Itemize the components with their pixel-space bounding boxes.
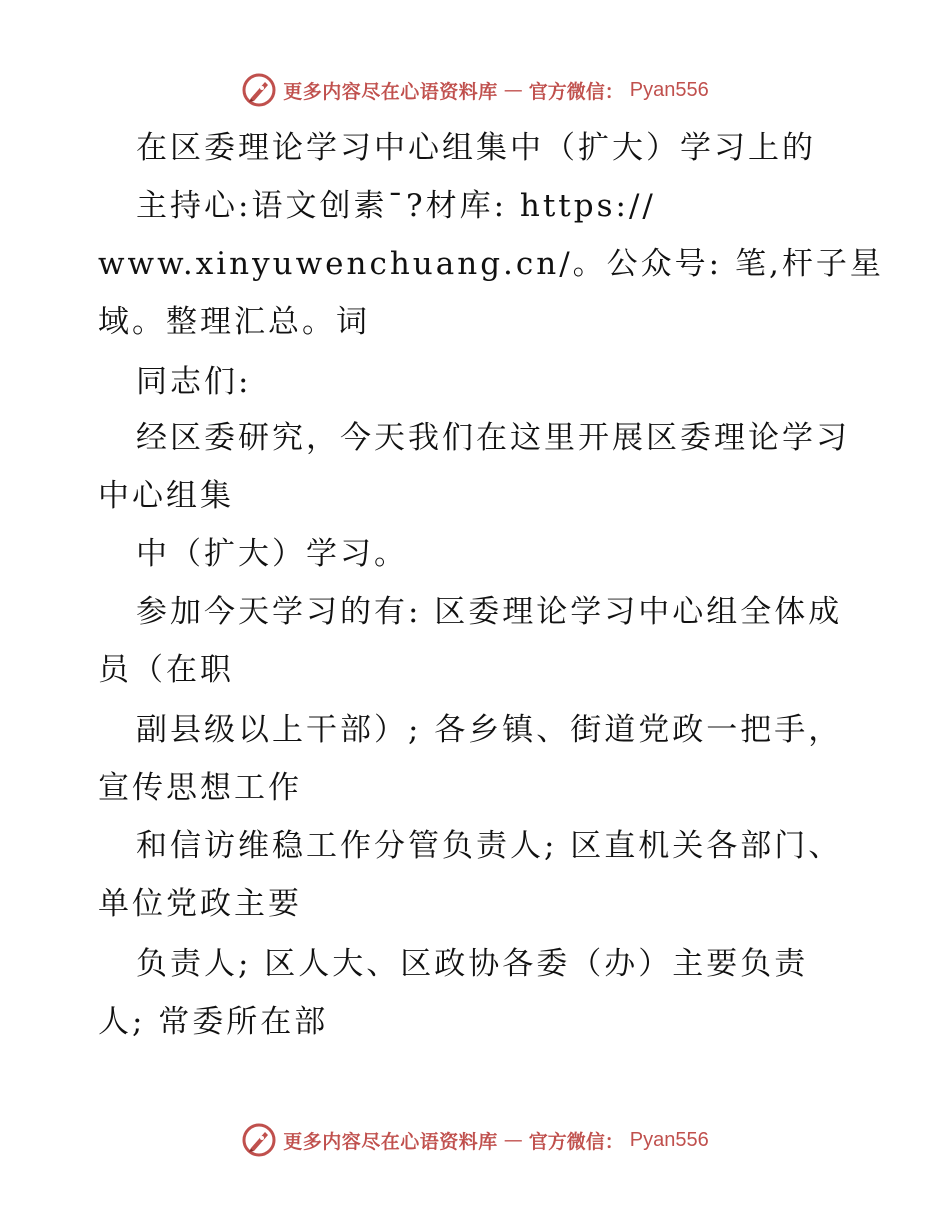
banner-wechat-id: Pyan556	[629, 1128, 709, 1151]
doc-line: 参加今天学习的有: 区委理论学习中心组全体成	[136, 594, 843, 630]
pen-logo-icon	[241, 72, 277, 108]
doc-line: www.xinyuwenchuang.cn/。公众号: 笔,杆子星	[98, 246, 884, 282]
doc-line: 副县级以上干部）; 各乡镇、街道党政一把手，	[136, 712, 843, 748]
header-banner	[0, 70, 950, 110]
doc-line: 员（在职	[98, 652, 234, 688]
doc-line: 中（扩大）学习。	[136, 536, 408, 572]
pen-logo-icon	[241, 1122, 277, 1158]
doc-line: 宣传思想工作	[98, 770, 302, 806]
banner-wechat-label: 官方微信：	[528, 1130, 624, 1153]
banner-wechat-label: 官方微信：	[528, 80, 624, 103]
doc-line: 负责人; 区人大、区政协各委（办）主要负责	[136, 946, 809, 982]
footer-banner	[0, 1120, 950, 1160]
doc-line-title: 在区委理论学习中心组集中（扩大）学习上的	[136, 130, 816, 166]
banner-separator: —	[503, 1129, 523, 1151]
doc-line: 和信访维稳工作分管负责人; 区直机关各部门、	[136, 828, 843, 864]
banner-wechat-id: Pyan556	[629, 78, 709, 101]
doc-line: 经区委研究，今天我们在这里开展区委理论学习	[136, 420, 850, 456]
banner-slogan: 更多内容尽在心语资料库	[283, 80, 498, 103]
doc-line: 人; 常委所在部	[98, 1004, 329, 1040]
banner-separator: —	[503, 79, 523, 101]
doc-line-salutation: 同志们:	[136, 364, 252, 400]
banner-slogan: 更多内容尽在心语资料库	[283, 1130, 498, 1153]
doc-line: 域。整理汇总。词	[98, 304, 370, 340]
doc-line: 主持心:语文创素¯?材库: https://	[136, 188, 656, 224]
doc-line: 单位党政主要	[98, 886, 302, 922]
doc-line: 中心组集	[98, 478, 234, 514]
